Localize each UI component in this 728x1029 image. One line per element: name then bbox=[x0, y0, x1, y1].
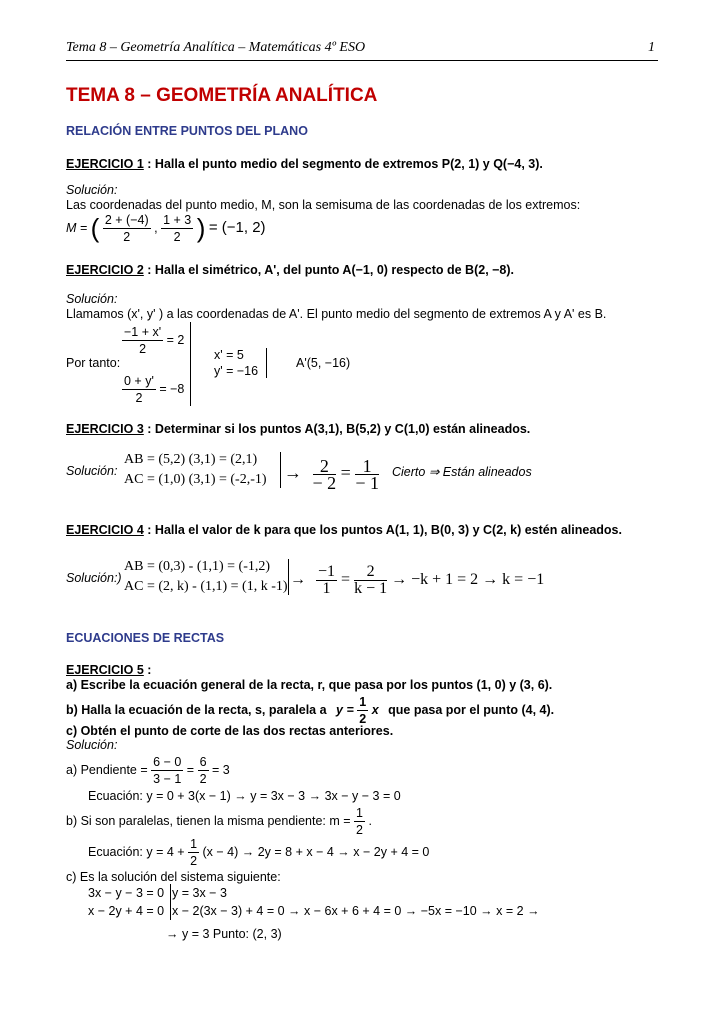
midpoint-formula: M = ( $\frac{2 + (-4)}{2}$ , $\frac{1 + 3}{2}$ ) = (−1, 2) bbox=[66, 213, 266, 244]
fraction: $\frac{1 + 3}{2}$ bbox=[163, 213, 192, 244]
solution-text: Llamamos (x', y' ) a las coordenadas de A'. El punto medio del segmento de extremos A y A' es B. bbox=[66, 307, 607, 321]
exercise-statement: : Halla el simétrico, A', del punto A(−1, 0) respecto de B(2, −8). bbox=[147, 263, 515, 277]
system-eq-1: 3x − y − 3 = 0 bbox=[88, 886, 165, 900]
exercise-3 bbox=[66, 422, 530, 436]
slope-calculation: a) Pendiente = $\frac{6 - 0}{3 - 1}$ = $\frac{6}{2}$ = 3 bbox=[66, 755, 230, 786]
substitution-2: x − 2(3x − 3) + 4 = 0 → x − 6x + 6 + 4 = 0 → −5x = −10 → x = 2 → bbox=[172, 904, 540, 918]
vector-ac: AC = (1,0) (3,1) = (-2,-1) bbox=[124, 472, 267, 487]
section-heading-points: RELACIÓN ENTRE PUNTOS DEL PLANO bbox=[66, 124, 308, 138]
symmetric-point: A'(5, −16) bbox=[296, 356, 351, 370]
system-intro: c) Es la solución del sistema siguiente: bbox=[66, 870, 281, 884]
exercise-statement: : Halla el punto medio del segmento de extremos P(2, 1) y Q(−4, 3). bbox=[147, 157, 543, 171]
alignment-equation: → $\frac{-1}{1}$ = $\frac{2}{k - 1}$ → −k + 1 = 2 → k = −1 bbox=[290, 563, 545, 597]
solution-label: Solución: bbox=[66, 464, 118, 478]
system-eq-2: x − 2y + 4 = 0 bbox=[88, 904, 165, 918]
substitution-1: y = 3x − 3 bbox=[172, 886, 227, 900]
solution-label: Solución: bbox=[66, 292, 118, 306]
arrow: → $\frac{2}{- 2}$ = $\frac{1}{- 1}$ bbox=[284, 456, 379, 493]
equation-x: $\frac{-1 + x'}{2}$ = 2 bbox=[124, 325, 185, 356]
vector-ac: AC = (2, k) - (1,1) = (1, k -1) bbox=[124, 579, 288, 594]
part-a: a) Escribe la ecuación general de la recta, r, que pasa por los puntos (1, 0) y (3, 6). bbox=[66, 678, 553, 692]
equation-line-r: Ecuación: y = 0 + 3(x − 1) → y = 3x − 3 → 3x − y − 3 = 0 bbox=[88, 789, 401, 803]
solution-text: Las coordenadas del punto medio, M, son la semisuma de las coordenadas de los extremos: bbox=[66, 198, 581, 212]
vector-ab: AB = (0,3) - (1,1) = (-1,2) bbox=[124, 559, 271, 574]
exercise-label: EJERCICIO 1 bbox=[66, 157, 144, 171]
equation-y: $\frac{0 + y'}{2}$ = −8 bbox=[124, 374, 185, 405]
fraction: $\frac{2 + (-4)}{2}$ bbox=[104, 213, 149, 244]
section-heading-lines: ECUACIONES DE RECTAS bbox=[66, 631, 225, 645]
collinear-conclusion: Cierto ⇒ Están alineados bbox=[392, 465, 532, 479]
midpoint-result: = (−1, 2) bbox=[208, 218, 266, 236]
solution-label: Solución: bbox=[66, 738, 118, 752]
brace bbox=[186, 322, 191, 406]
exercise-label: EJERCICIO 5 bbox=[66, 663, 144, 677]
part-b: b) Halla la ecuación de la recta, s, paralela a y = $\frac{1}{2}$ x que pasa por el punto (4, 4). bbox=[66, 695, 555, 726]
running-header: Tema 8 – Geometría Analítica – Matemáticas 4º ESO bbox=[66, 40, 366, 55]
exercise-4 bbox=[66, 523, 622, 537]
intersection-point: → y = 3 Punto: (2, 3) bbox=[166, 927, 282, 941]
formula-m: M = bbox=[66, 220, 88, 235]
exercise-2 bbox=[66, 263, 514, 277]
result-x: x' = 5 bbox=[214, 348, 244, 362]
brace bbox=[284, 559, 289, 595]
exercise-label: EJERCICIO 2 bbox=[66, 263, 144, 277]
exercise-label: EJERCICIO 4 bbox=[66, 523, 144, 537]
exercise-1 bbox=[66, 157, 543, 171]
parallel-slope: b) Si son paralelas, tienen la misma pendiente: m = $\frac{1}{2}$ . bbox=[66, 806, 372, 837]
page-number: 1 bbox=[648, 40, 655, 55]
brace bbox=[166, 884, 171, 920]
page-title: TEMA 8 – GEOMETRÍA ANALÍTICA bbox=[66, 85, 378, 106]
equation-line-s: Ecuación: y = 4 + $\frac{1}{2}$ (x − 4) → 2y = 8 + x − 4 → x − 2y + 4 = 0 bbox=[88, 837, 430, 868]
exercise-statement: : Halla el valor de k para que los puntos A(1, 1), B(0, 3) y C(2, k) estén alineados. bbox=[147, 523, 622, 537]
brace bbox=[262, 348, 267, 378]
exercise-5 bbox=[66, 663, 151, 677]
brace bbox=[276, 452, 281, 488]
exercise-colon: : bbox=[147, 663, 152, 677]
part-c: c) Obtén el punto de corte de las dos rectas anteriores. bbox=[66, 724, 394, 738]
result-y: y' = −16 bbox=[214, 364, 259, 378]
solution-label: Solución: bbox=[66, 183, 118, 197]
por-tanto: Por tanto: bbox=[66, 356, 121, 370]
vector-ab: AB = (5,2) (3,1) = (2,1) bbox=[124, 452, 258, 467]
header-rule bbox=[66, 60, 658, 61]
exercise-label: EJERCICIO 3 bbox=[66, 422, 144, 436]
exercise-statement: : Determinar si los puntos A(3,1), B(5,2) y C(1,0) están alineados. bbox=[147, 422, 531, 436]
solution-label: Solución:) bbox=[66, 571, 122, 585]
